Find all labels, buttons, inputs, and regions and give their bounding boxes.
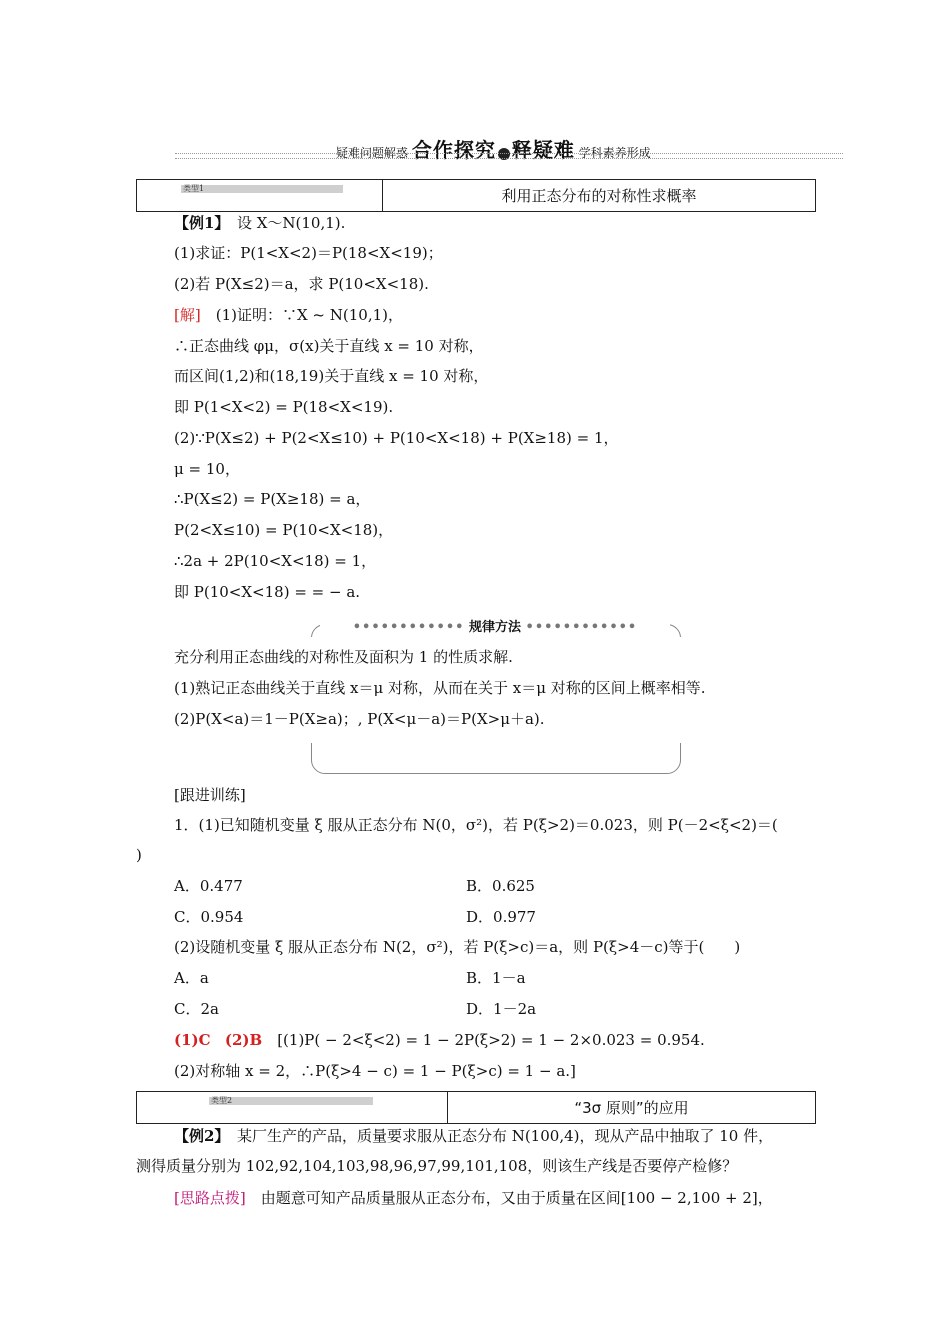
method-line-1: 充分利用正态曲线的对称性及面积为 1 的性质求解. [174, 648, 513, 666]
example1-text: 设 X～N(10,1). [221, 214, 346, 232]
practice-q1: 1．(1)已知随机变量 ξ 服从正态分布 N(0，σ²)，若 P(ξ>2)＝0.023，则 P(－2<ξ<2)＝( [174, 816, 778, 834]
answer-1: (1)C [174, 1031, 211, 1049]
option-1d: D．0.977 [466, 908, 536, 926]
example1-label: 【例1】 [174, 214, 222, 232]
example2-line-2: 测得质量分别为 102,92,104,103,98,96,97,99,101,108，则该生产线是否要停产检修？ [136, 1157, 738, 1175]
solution-line-7: ∴P(X≤2) = P(X≥18) = a， [174, 490, 371, 508]
hint-line [174, 1188, 773, 1208]
example2-label: 【例2】 [174, 1127, 222, 1145]
example2-text-1: 某厂生产的产品，质量要求服从正态分布 N(100,4)，现从产品中抽取了 10 件， [221, 1127, 774, 1145]
type2-title: “3σ 原则”的应用 [574, 1099, 689, 1117]
method-title: •••••••••••• 规律方法 •••••••••••• [320, 616, 670, 635]
solution-line-8: P(2<X≤10) = P(10<X<18)， [174, 521, 394, 539]
example1-statement [174, 213, 345, 233]
answer-line-2: (2)对称轴 x = 2，∴P(ξ>4 − c) = 1 − P(ξ>c) = 1 − a.] [174, 1062, 576, 1080]
example1-q2: (2)若 P(X≤2)＝a，求 P(10<X<18). [174, 275, 429, 293]
option-2c: C．2a [174, 1000, 219, 1018]
solution-tag: [解] [174, 306, 201, 324]
solution-line-3: 而区间(1,2)和(18,19)关于直线 x = 10 对称， [174, 367, 489, 385]
type1-tag-cell [137, 180, 383, 211]
option-1a: A．0.477 [174, 877, 243, 895]
answer-2: (2)B [224, 1031, 263, 1049]
header-main-b: 释疑难 [511, 138, 575, 162]
header-divider [175, 153, 843, 159]
option-1b: B．0.625 [466, 877, 535, 895]
solution-line-5: (2)∵P(X≤2) + P(2<X≤10) + P(10<X<18) + P(X≥18) = 1， [174, 429, 619, 447]
header-left: 疑难问题解惑 [336, 146, 409, 160]
solution-line-4: 即 P(1<X<2) = P(18<X<19). [174, 398, 394, 416]
method-line-2: (1)熟记正态曲线关于直线 x＝μ 对称，从而在关于 x＝μ 对称的区间上概率相等. [174, 679, 706, 697]
header-main-a: 合作探究 [411, 138, 496, 162]
option-2b: B．1－a [466, 969, 526, 987]
solution-line-10: 即 P(10<X<18) = = − a. [174, 583, 361, 601]
method-title-text: 规律方法 [468, 620, 521, 635]
solution-text-1: (1)证明：∵X ~ N(10,1)， [200, 306, 403, 324]
practice-label: [跟进训练] [174, 786, 246, 804]
option-2d: D．1－2a [466, 1000, 537, 1018]
solution-line-9: ∴2a + 2P(10<X<18) = 1， [174, 552, 377, 570]
solution-line-1 [174, 305, 403, 325]
example2-line-1 [174, 1126, 773, 1146]
header-right: 学科素养形成 [578, 146, 651, 160]
practice-q2: (2)设随机变量 ξ 服从正态分布 N(2，σ²)，若 P(ξ>c)＝a，则 P(ξ>4－c)等于( ) [174, 938, 741, 956]
example1-q1: (1)求证：P(1<X<2)＝P(18<X<19)； [174, 244, 443, 262]
answer-explanation-1: [(1)P( − 2<ξ<2) = 1 − 2P(ξ>2) = 1 − 2×0.023 = 0.954. [262, 1031, 705, 1049]
type2-tag: 类型2 [209, 1097, 373, 1105]
type1-box [136, 179, 816, 212]
type1-title: 利用正态分布的对称性求概率 [501, 187, 697, 205]
solution-line-6: μ = 10， [174, 460, 240, 478]
solution-line-2: ∴正态曲线 φμ，σ(x)关于直线 x = 10 对称， [174, 337, 484, 355]
hint-text: 由题意可知产品质量服从正态分布，又由于质量在区间[100 − 2,100 + 2]， [245, 1189, 773, 1207]
type1-tag: 类型1 [181, 185, 343, 193]
type2-tag-cell [137, 1092, 448, 1123]
option-1c: C．0.954 [174, 908, 244, 926]
hint-tag: [思路点拨] [174, 1189, 246, 1207]
type2-box [136, 1091, 816, 1124]
option-2a: A．a [174, 969, 209, 987]
answer-line-1 [174, 1030, 705, 1050]
practice-q1-close: ) [136, 846, 142, 864]
method-line-3: (2)P(X<a)＝1－P(X≥a)；, P(X<μ－a)＝P(X>μ＋a). [174, 710, 545, 728]
